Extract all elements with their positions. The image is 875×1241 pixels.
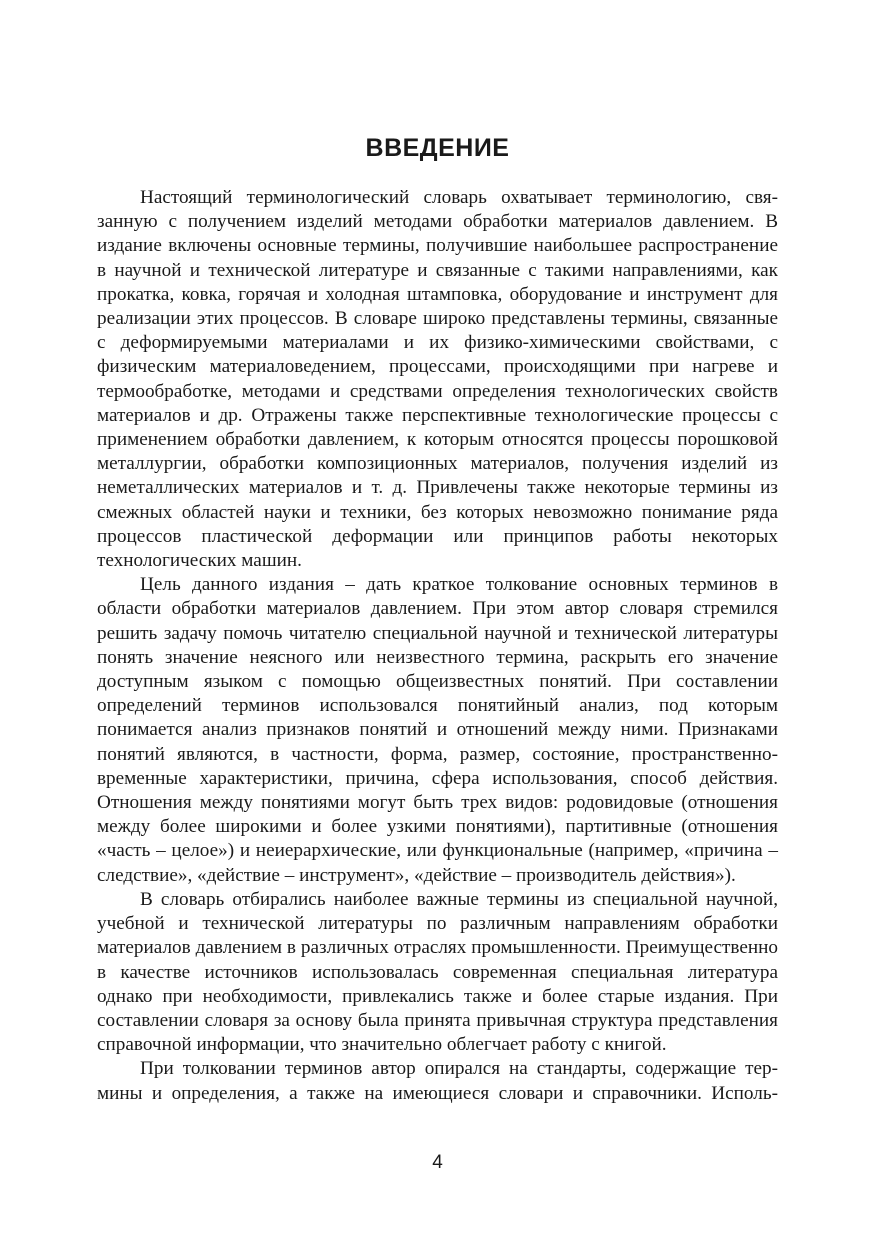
paragraph-scope: Настоящий терминологический словарь охватывает терминологию, связанную с получением изделий методами обработки материалов давлением. В издание включены основные термины, получившие наибольшее распространение в научной и технической литературе и связанные с такими направлениями, как прокатка, ковка, горячая и холодная штамповка, оборудование и инструмент для реализации этих процессов. В словаре широко представлены термины, связанные с деформируемыми материалами и их физико-химическими свойствами, с физическим материаловедением, процессами, происходящими при нагреве и термообработке, методами и средствами определения технологических свойств материалов и др. Отражены также перспективные технологические процессы с применением обработки давлением, к которым относятся процессы порошковой металлургии, обработки композиционных материалов, получения изделий из неметаллических материалов и т. д. Привлечены также некоторые термины из смежных областей науки и техники, без которых невозможно понимание ряда процессов пластической деформации или принципов работы некоторых технологических машин. xyxy=(97,187,778,572)
paragraph-purpose: Цель данного издания – дать краткое толкование основных терминов в области обработки материалов давлением. При этом автор словаря стремился решить задачу помочь читателю специальной научной и технической литературы понять значение неясного или неизвестного термина, раскрыть его значение доступным языком с помощью общеизвестных понятий. При составлении определений терминов использовался понятийный анализ, под которым понимается анализ признаков понятий и отношений между ними. Признаками понятий являются, в частности, форма, размер, состояние, пространственно-временные характеристики, причина, сфера использования, способ действия. Отношения между понятиями могут быть трех видов: родовидовые (отношения между более широкими и более узкими понятиями), партитивные (отношения «часть – целое») и неиерархические, или функциональные (например, «причина – следствие», «действие – инструмент», «действие – производитель действия»). xyxy=(97,574,778,886)
body-text xyxy=(97,186,778,1106)
page-title: ВВЕДЕНИЕ xyxy=(365,134,510,162)
page-number: 4 xyxy=(432,1152,443,1173)
paragraph-selection: В словарь отбирались наиболее важные термины из специальной научной, учебной и технической литературы по различным направлениям обработки материалов давлением в различных отраслях промышленности. Преимущественно в качестве источников использовалась современная специальная литература однако при необходимости, привлекались также и более старые издания. При составлении словаря за основу была принята привычная структура представления справочной информации, что значительно облегчает работу с книгой. xyxy=(97,888,778,1056)
paragraph-sources: При толковании терминов автор опирался на стандарты, содержащие термины и определения, а также на имеющиеся словари и справочники. Исполь- xyxy=(97,1058,778,1104)
